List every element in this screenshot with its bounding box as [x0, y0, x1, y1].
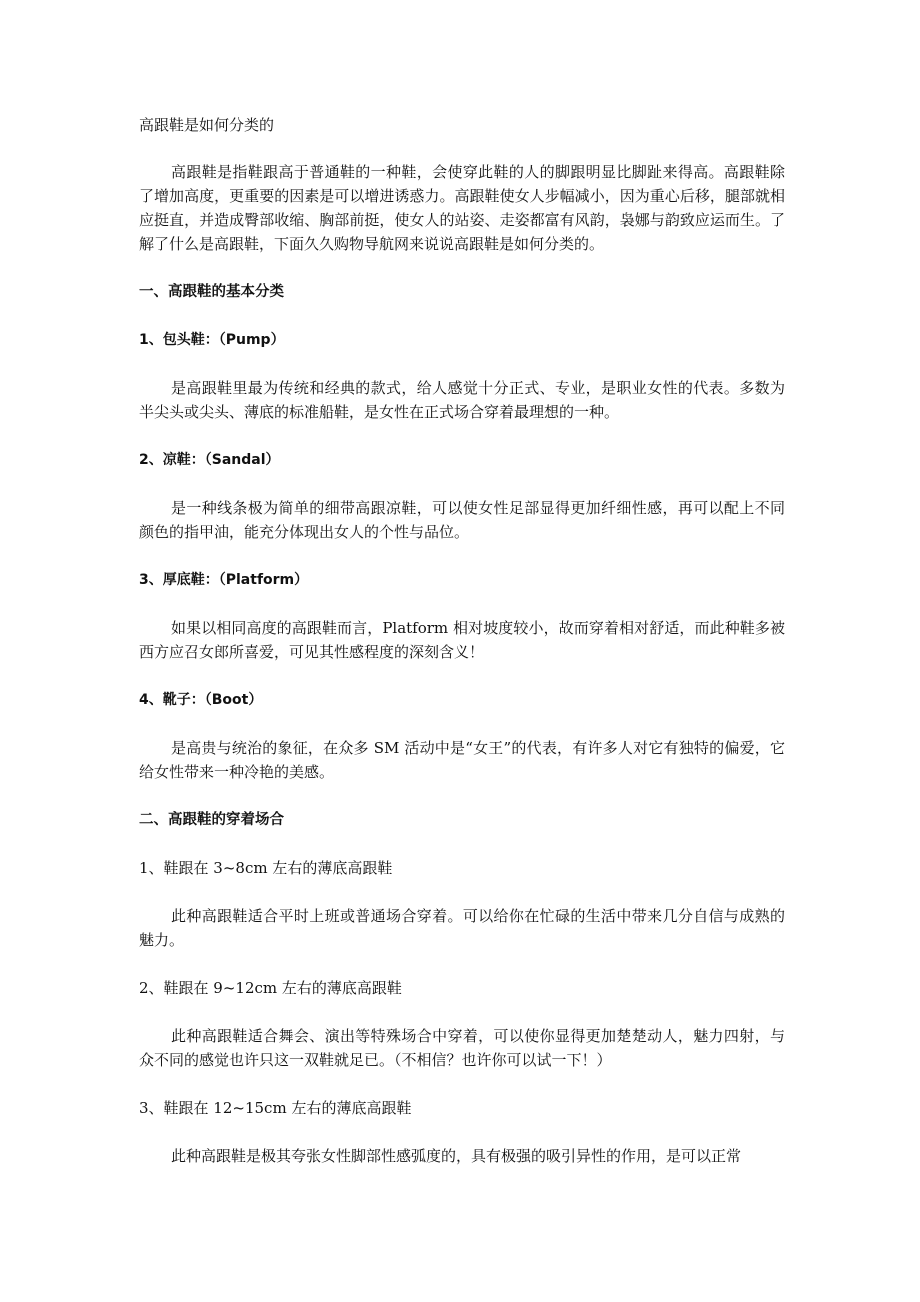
document-page — [139, 112, 785, 1168]
item-text-platform: 如果以相同高度的高跟鞋而言，Platform 相对坡度较小，故而穿着相对舒适，而此种鞋多被西方应召女郎所喜爱，可见其性感程度的深刻含义！ — [139, 619, 785, 661]
section-heading-occasions: 二、高跟鞋的穿着场合 — [139, 812, 284, 828]
item-heading-heel-9-12cm: 2、鞋跟在 9~12cm 左右的薄底高跟鞋 — [139, 979, 402, 997]
item-text-heel-3-8cm: 此种高跟鞋适合平时上班或普通场合穿着。可以给你在忙碌的生活中带来几分自信与成熟的魅力。 — [139, 907, 785, 949]
document-title: 高跟鞋是如何分类的 — [139, 116, 275, 134]
item-text-pump: 是高跟鞋里最为传统和经典的款式，给人感觉十分正式、专业，是职业女性的代表。多数为半尖头或尖头、薄底的标准船鞋，是女性在正式场合穿着最理想的一种。 — [139, 379, 785, 421]
item-text-heel-12-15cm: 此种高跟鞋是极其夸张女性脚部性感弧度的，具有极强的吸引异性的作用，是可以正常 — [171, 1147, 742, 1165]
item-heading-pump: 1、包头鞋：（Pump） — [139, 332, 285, 348]
item-text-sandal: 是一种线条极为简单的细带高跟凉鞋，可以使女性足部显得更加纤细性感，再可以配上不同颜色的指甲油，能充分体现出女人的个性与品位。 — [139, 499, 785, 541]
item-heading-boot: 4、靴子：（Boot） — [139, 692, 263, 708]
section-heading-basic-types: 一、高跟鞋的基本分类 — [139, 284, 284, 300]
item-text-heel-9-12cm: 此种高跟鞋适合舞会、演出等特殊场合中穿着，可以使你显得更加楚楚动人，魅力四射，与众不同的感觉也许只这一双鞋就足已。（不相信？也许你可以试一下！） — [139, 1027, 785, 1069]
item-heading-heel-3-8cm: 1、鞋跟在 3~8cm 左右的薄底高跟鞋 — [139, 859, 393, 877]
item-text-boot: 是高贵与统治的象征，在众多 SM 活动中是“女王”的代表，有许多人对它有独特的偏爱，它给女性带来一种冷艳的美感。 — [139, 739, 785, 781]
item-heading-platform: 3、厚底鞋：（Platform） — [139, 572, 309, 588]
intro-paragraph: 高跟鞋是指鞋跟高于普通鞋的一种鞋，会使穿此鞋的人的脚跟明显比脚趾来得高。高跟鞋除了增加高度，更重要的因素是可以增进诱惑力。高跟鞋使女人步幅减小，因为重心后移，腿部就相应挺直，并造成臀部收缩、胸部前挺，使女人的站姿、走姿都富有风韵，袅娜与韵致应运而生。了解了什么是高跟鞋，下面久久购物导航网来说说高跟鞋是如何分类的。 — [139, 163, 785, 253]
item-heading-sandal: 2、凉鞋：（Sandal） — [139, 452, 280, 468]
item-heading-heel-12-15cm: 3、鞋跟在 12~15cm 左右的薄底高跟鞋 — [139, 1099, 412, 1117]
